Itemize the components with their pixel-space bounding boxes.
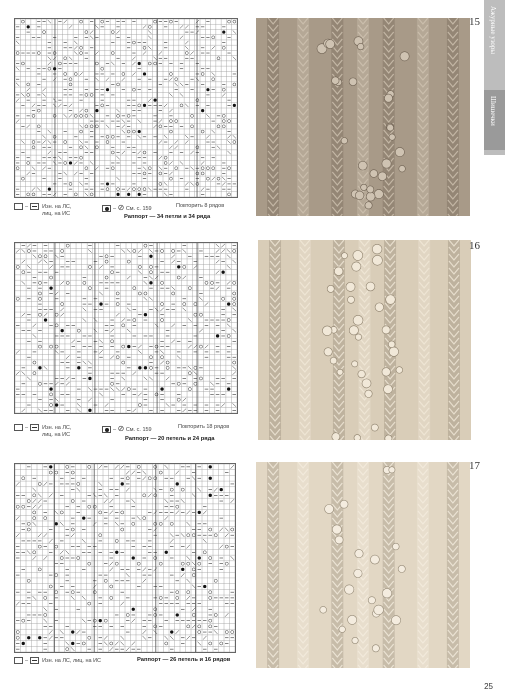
- legend-text-15b: лиц. на ИС: [42, 210, 71, 217]
- knitting-chart-16: [14, 242, 238, 414]
- empty-cell-icon: [14, 657, 23, 664]
- see-page-text-16: См. с. 159: [125, 427, 152, 433]
- empty-cell-icon: [14, 203, 23, 210]
- dash-cell-icon: [30, 657, 39, 664]
- knitting-chart-17: [14, 463, 236, 653]
- legend-text-16b: лиц. на ИС: [42, 431, 71, 438]
- pattern-number-15: 15: [469, 16, 480, 28]
- see-page-16: – ⊘ См. с. 159: [102, 424, 152, 433]
- chart-grid: [15, 464, 235, 652]
- repeat-rows-16: Повторить 18 рядов: [178, 424, 230, 430]
- bobble-icon: ⊘: [117, 203, 125, 212]
- legend-17: – Изн. на ЛС, лиц. на ИС: [14, 657, 101, 665]
- legend-text-16: Изн. на ЛС,: [42, 424, 72, 431]
- repeat-rows-15: Повторить 8 рядов: [176, 203, 225, 209]
- knit-photo-17: [256, 462, 470, 668]
- see-page-text-15: См. с. 159: [125, 206, 152, 212]
- legend-16: – Изн. на ЛС, лиц. на ИС: [14, 424, 71, 439]
- legend-text-17: Изн. на ЛС, лиц. на ИС: [42, 657, 101, 664]
- see-page-15: – ⊘ См. с. 159: [102, 203, 152, 212]
- page-number: 25: [484, 682, 493, 691]
- chart-grid: [15, 19, 237, 197]
- legend-text-15: Изн. на ЛС,: [42, 203, 72, 210]
- section-subtab-label: Шишечки: [489, 96, 497, 126]
- legend-15: – Изн. на ЛС, лиц. на ИС: [14, 203, 71, 218]
- pattern-number-17: 17: [469, 460, 480, 472]
- dash-cell-icon: [30, 424, 39, 431]
- section-tab-label: Ажурные узоры: [489, 6, 497, 55]
- bobble-cell-icon: [102, 426, 111, 433]
- empty-cell-icon: [14, 424, 23, 431]
- bobble-cell-icon: [102, 205, 111, 212]
- rapport-15: Раппорт — 34 петли и 34 ряда: [124, 214, 211, 220]
- pattern-number-16: 16: [469, 240, 480, 252]
- rapport-17: Раппорт — 26 петель и 16 рядов: [137, 657, 231, 663]
- chart-grid: [15, 243, 237, 413]
- dash-cell-icon: [30, 203, 39, 210]
- knit-photo-15: [256, 18, 470, 216]
- knit-photo-16: [258, 240, 471, 440]
- rapport-16: Раппорт — 20 петель и 24 ряда: [125, 436, 215, 442]
- bobble-icon: ⊘: [117, 424, 125, 433]
- knitting-chart-15: [14, 18, 238, 198]
